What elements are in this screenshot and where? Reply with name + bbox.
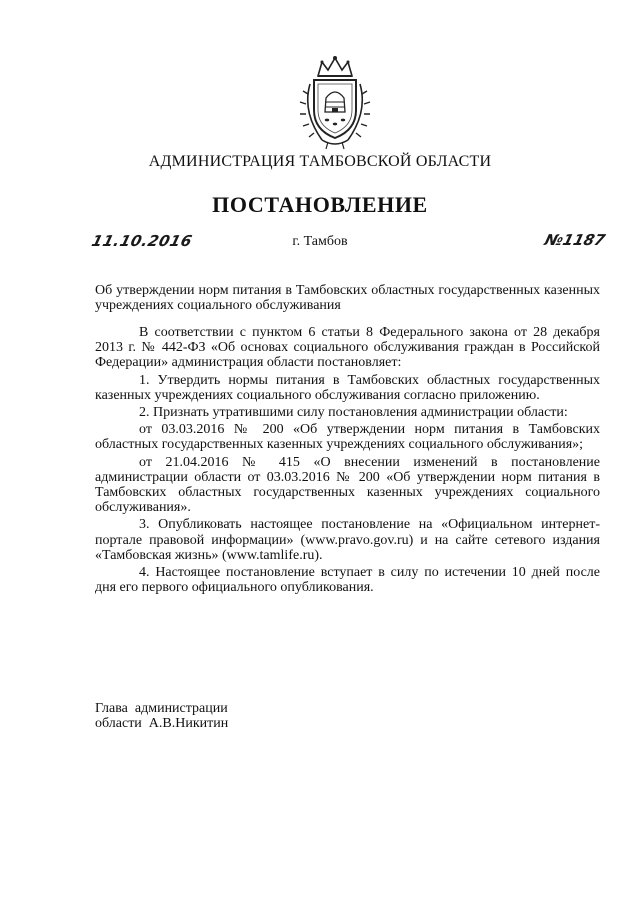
document-subject: Об утверждении норм питания в Тамбовских областных государственных казенных учреждениях социального обслуживания bbox=[95, 283, 600, 313]
signature-block bbox=[95, 701, 228, 731]
handwritten-date: 11.10.2016 bbox=[89, 232, 195, 250]
document-body bbox=[95, 325, 600, 597]
city: г. Тамбов bbox=[292, 234, 348, 249]
preamble-paragraph: В соответствии с пунктом 6 статьи 8 Федерального закона от 28 декабря 2013 г. № 442-ФЗ «Об основах социального обслуживания граждан в Российской Федерации» администрация области постановляет: bbox=[95, 325, 600, 371]
paragraph-4: 4. Настоящее постановление вступает в силу по истечении 10 дней после дня его первого официального опубликования. bbox=[95, 565, 600, 596]
paragraph-2-item-2: от 21.04.2016 № 415 «О внесении изменений в постановление администрации области от 03.03.2016 № 200 «Об утверждении норм питания в Тамбовских областных государственных казенных учреждениях социального обслуживания». bbox=[95, 454, 600, 516]
paragraph-1: 1. Утвердить нормы питания в Тамбовских областных государственных казенных учреждениях социального обслуживания согласно приложению. bbox=[95, 372, 600, 403]
paragraph-2-item-1: от 03.03.2016 № 200 «Об утверждении норм питания в Тамбовских областных государственных казенных учреждениях социального обслуживания»; bbox=[95, 422, 600, 453]
signature-title: Глава администрации bbox=[95, 701, 228, 716]
organization-name: АДМИНИСТРАЦИЯ ТАМБОВСКОЙ ОБЛАСТИ bbox=[148, 153, 492, 170]
coat-of-arms-icon bbox=[292, 54, 378, 150]
paragraph-2: 2. Признать утратившими силу постановления администрации области: bbox=[139, 405, 568, 421]
handwritten-number: №1187 bbox=[542, 231, 608, 249]
document-type: ПОСТАНОВЛЕНИЕ bbox=[212, 192, 428, 217]
paragraph-3: 3. Опубликовать настоящее постановление на «Официальном интернет-портале правовой информации» (www.pravo.gov.ru) и на сайте сетевого издания «Тамбовская жизнь» (www.tamlife.ru). bbox=[95, 517, 600, 563]
signature-name: области А.В.Никитин bbox=[95, 716, 229, 731]
